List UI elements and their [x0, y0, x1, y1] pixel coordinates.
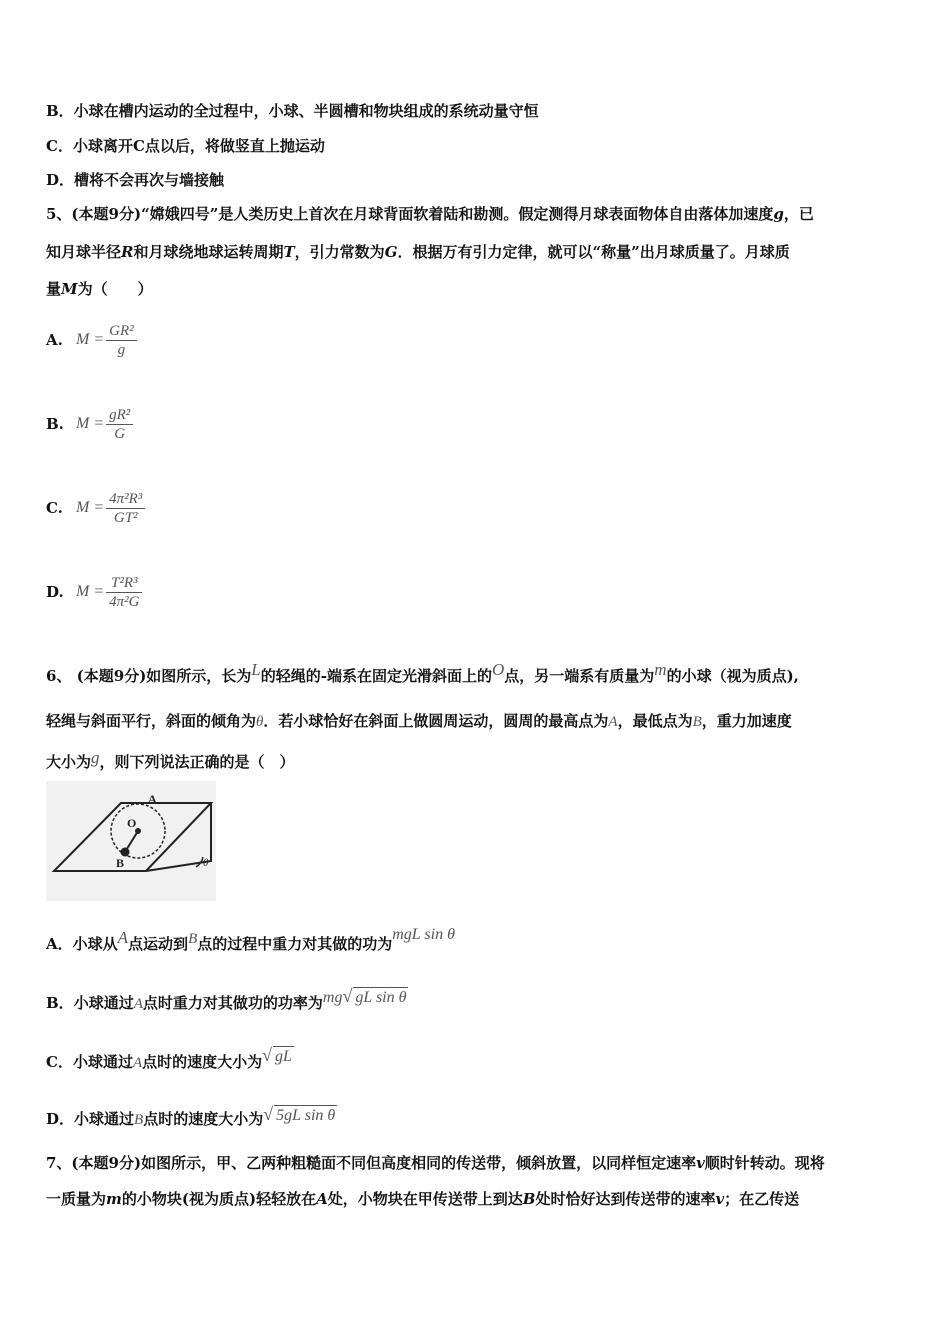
- label-a: A: [148, 792, 157, 806]
- q6-line-3: 大小为g，则下列说法正确的是（ ）: [46, 748, 295, 771]
- formula-numerator: T²R³: [111, 574, 138, 591]
- q6-option-d[interactable]: D．小球通过B点时的速度大小为√ 5gL sin θ: [46, 1104, 336, 1128]
- formula-numerator: 4π²R³: [109, 490, 143, 507]
- formula-lhs: M =: [76, 331, 105, 348]
- q5-line-1: 5、(本题9分)“嫦娥四号”是人类历史上首次在月球背面软着陆和勘测。假定测得月球表面物体自由落体加速度g，已: [46, 205, 814, 223]
- label-b: B: [116, 856, 125, 870]
- q6-option-b[interactable]: B．小球通过A点时重力对其做功的功率为mg√ gL sin θ: [46, 986, 407, 1012]
- option-c-prev: C．小球离开C点以后，将做竖直上抛运动: [46, 137, 325, 155]
- formula-denominator: GT²: [106, 508, 145, 527]
- option-label: D.: [46, 583, 64, 601]
- formula-denominator: g: [106, 340, 137, 359]
- formula-lhs: M =: [76, 583, 105, 600]
- q5-option-b[interactable]: [46, 399, 133, 449]
- q5-line-2: 知月球半径R和月球绕地球运转周期T，引力常数为G．根据万有引力定律，就可以“称量”出月球质量了。月球质: [46, 243, 790, 261]
- incline-slope: [54, 803, 211, 871]
- incline-diagram: [46, 781, 216, 901]
- option-label: C.: [46, 499, 63, 517]
- q6-option-a[interactable]: A．小球从A点运动到B点的过程中重力对其做的功为mgL sin θ: [46, 926, 455, 953]
- q5-option-c[interactable]: [46, 483, 145, 533]
- formula-numerator: gR²: [109, 406, 131, 423]
- formula-numerator: GR²: [109, 322, 134, 339]
- label-theta: θ: [203, 857, 209, 869]
- q5-option-d[interactable]: [46, 567, 142, 617]
- q6-line-1: 6、 (本题9分)如图所示，长为L的轻绳的-端系在固定光滑斜面上的O点，另一端系有质量为m的小球（视为质点),: [46, 660, 799, 685]
- label-o: O: [127, 816, 137, 830]
- q6-line-2: 轻绳与斜面平行，斜面的倾角为θ．若小球恰好在斜面上做圆周运动，圆周的最高点为A，最低点为B，重力加速度: [46, 712, 792, 730]
- q7-line-1: 7、(本题9分)如图所示，甲、乙两种粗糙面不同但高度相同的传送带，倾斜放置，以同样恒定速率v顺时针转动。现将: [46, 1154, 825, 1172]
- q5-line-3: 量M为（ ）: [46, 280, 153, 298]
- formula-denominator: G: [106, 424, 133, 443]
- option-label: B.: [46, 415, 64, 433]
- q5-option-a[interactable]: [46, 315, 137, 365]
- formula-lhs: M =: [76, 415, 105, 432]
- option-label: A.: [46, 331, 63, 349]
- option-b-prev: B．小球在槽内运动的全过程中，小球、半圆槽和物块组成的系统动量守恒: [46, 102, 539, 120]
- formula-lhs: M =: [76, 499, 105, 516]
- option-d-prev: D．槽将不会再次与墙接触: [46, 171, 225, 189]
- incline-figure: [46, 781, 216, 901]
- q7-line-2: 一质量为m的小物块(视为质点)轻轻放在A处，小物块在甲传送带上到达B处时恰好达到传送带的速率v；在乙传送: [46, 1190, 800, 1208]
- formula-denominator: 4π²G: [106, 592, 142, 611]
- q6-option-c[interactable]: C．小球通过A点时的速度大小为√ gL: [46, 1045, 292, 1071]
